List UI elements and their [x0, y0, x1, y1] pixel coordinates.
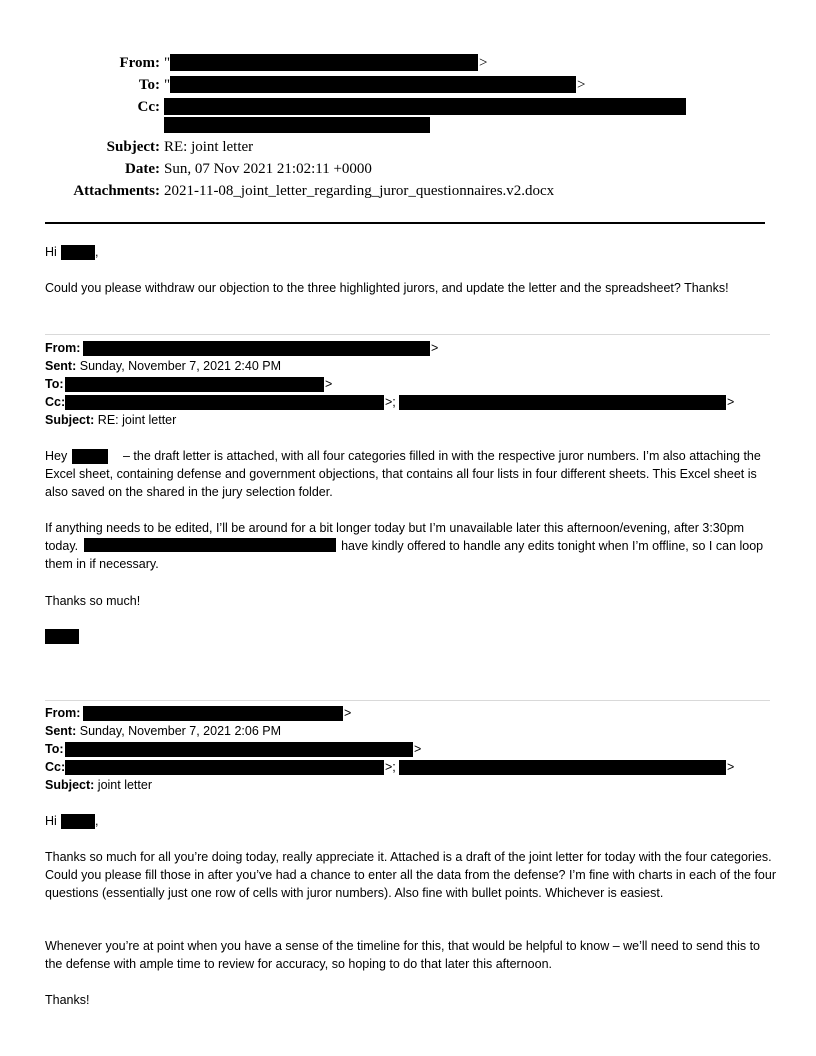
attachments-label: Attachments: [73, 183, 160, 199]
redaction-cc-1 [164, 98, 686, 115]
m3-from-row: From: [45, 706, 81, 720]
m2-cc-sep: >; [385, 395, 396, 409]
to-label: To: [138, 77, 160, 93]
message2-separator [45, 334, 770, 335]
redaction-m3-to [65, 742, 413, 757]
m3-greeting-comma: , [95, 814, 99, 828]
redaction-m2-to [65, 377, 324, 392]
m2-cc-row: Cc: [45, 395, 66, 409]
from-close: > [479, 55, 488, 71]
m2-subject-row: Subject: RE: joint letter [45, 413, 177, 427]
header-divider [45, 222, 765, 224]
redaction-m3-cc-1 [65, 760, 384, 775]
m2-greeting: Hey [45, 449, 68, 463]
m3-thanks: Thanks! [45, 993, 90, 1007]
redaction-m2-from [83, 341, 430, 356]
redaction-from [170, 54, 478, 71]
from-label: From: [119, 55, 160, 71]
redaction-m2-cc-2 [399, 395, 726, 410]
cc-label: Cc: [137, 99, 160, 115]
redaction-m3-cc-2 [399, 760, 726, 775]
redaction-m2-cc-1 [65, 395, 384, 410]
m3-sent-row: Sent: Sunday, November 7, 2021 2:06 PM [45, 724, 282, 738]
redaction-m3-greeting-name [61, 814, 95, 829]
m3-to-row: To: [45, 742, 64, 756]
redaction-m2-names [84, 538, 336, 552]
m3-cc-row: Cc: [45, 760, 66, 774]
to-quote: " [164, 77, 171, 93]
m2-thanks: Thanks so much! [45, 594, 141, 608]
m2-para2: If anything needs to be edited, I’ll be around for a bit longer today but I’m unavailable later this afternoon/evening, after 3:30pm today. have kindly offered to handle any edits tonight when I’m offline, so I can loop them in if necessary. [45, 521, 764, 571]
m2-from-row: From: [45, 341, 81, 355]
m3-para1: Thanks so much for all you’re doing today, really appreciate it. Attached is a draft of the joint letter for today with the four categories. Could you please fill those in after you’ve had a chance to enter all the data from the defense? I’m fine with charts in each of the four questions (essentially just one row of cells with juror numbers). Also fine with bullet points. Whichever is easiest. [45, 850, 776, 900]
reply-greeting-comma: , [95, 245, 99, 259]
redaction-to [170, 76, 576, 93]
subject-label: Subject: [106, 139, 160, 155]
m2-from-close: > [431, 341, 439, 355]
reply-body: Could you please withdraw our objection to the three highlighted jurors, and update the letter and the spreadsheet? Thanks! [45, 281, 729, 295]
to-close: > [577, 77, 586, 93]
m3-cc-sep: >; [385, 760, 396, 774]
redaction-cc-2 [164, 117, 430, 133]
redaction-reply-name [61, 245, 95, 260]
redaction-m2-signature [45, 629, 79, 644]
reply-greeting: Hi [45, 245, 57, 259]
attachment-link[interactable]: 2021-11-08_joint_letter_regarding_juror_questionnaires.v2.docx [164, 183, 555, 199]
subject-value: RE: joint letter [164, 139, 254, 155]
m3-para2: Whenever you’re at point when you have a sense of the timeline for this, that would be helpful to know – we’ll need to send this to the defense with ample time to review for accuracy, so hoping to do that later this afternoon. [45, 939, 761, 971]
m2-to-row: To: [45, 377, 64, 391]
message3-separator [45, 700, 770, 701]
m3-cc-close: > [727, 760, 735, 774]
m2-to-close: > [325, 377, 333, 391]
m2-para1: – the draft letter is attached, with all four categories filled in with the respective juror numbers. I’m also attaching the Excel sheet, containing defense and government objections, that contains all four lists in four different sheets. This Excel sheet is also saved on the shared in the jury selection folder. [45, 449, 761, 499]
m2-sent-row: Sent: Sunday, November 7, 2021 2:40 PM [45, 359, 282, 373]
from-quote: " [164, 55, 171, 71]
m3-to-close: > [414, 742, 422, 756]
m2-cc-close: > [727, 395, 735, 409]
m3-subject-row: Subject: joint letter [45, 778, 152, 792]
date-value: Sun, 07 Nov 2021 21:02:11 +0000 [164, 161, 372, 177]
m3-greeting: Hi [45, 814, 57, 828]
redaction-m3-from [83, 706, 343, 721]
date-label: Date: [125, 161, 160, 177]
m3-from-close: > [344, 706, 352, 720]
